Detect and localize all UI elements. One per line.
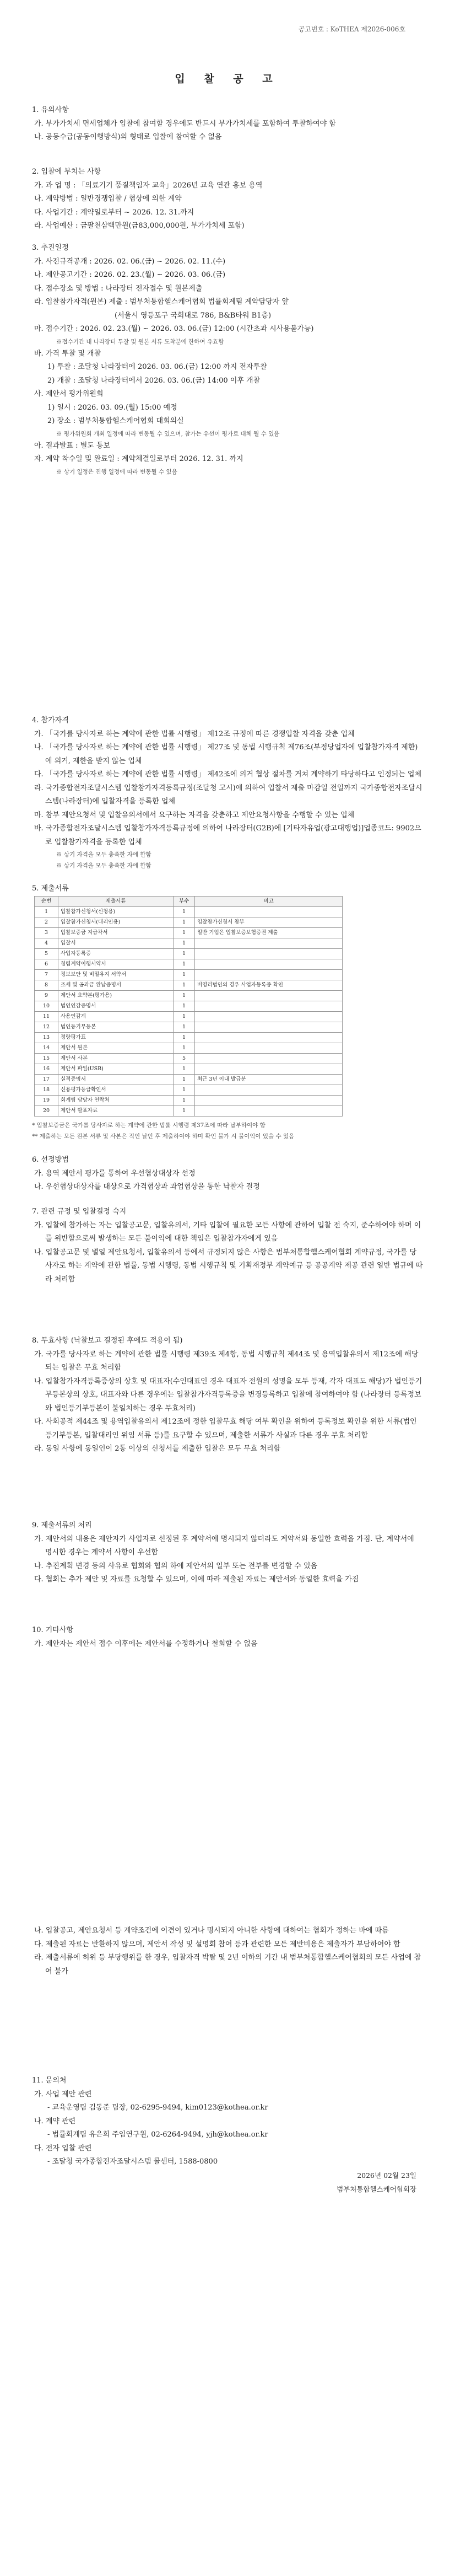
table-cell [195, 1105, 343, 1116]
section-heading: 5. 제출서류 [32, 884, 69, 893]
table-row [35, 1074, 343, 1085]
table-cell: 1 [174, 1043, 195, 1053]
table-cell: 1 [174, 1095, 195, 1105]
section-qualification [32, 714, 423, 871]
table-cell: 5 [35, 948, 58, 959]
notice-number: 공고번호 : KoTHEA 제2026-006호 [298, 25, 405, 33]
list-item: 가. 국가를 당사자로 하는 계약에 관한 법률 시행령 제39조 제4항, 동법 시행규칙 제44조 및 용역입찰유의서 제12조에 해당되는 입찰은 무효 처리함 [34, 1350, 419, 1372]
table-cell [195, 906, 343, 917]
documents-table-body [35, 906, 343, 1116]
table-row [35, 1105, 343, 1116]
contact-line: - 조달청 국가종합전자조달시스템 콜센터, 1588-0800 [47, 2158, 218, 2166]
table-header-row [35, 896, 343, 906]
table-cell: 청렴계약이행서약서 [58, 959, 174, 969]
list-item: 다. 협회는 추가 제안 및 자료를 요청할 수 있으며, 이에 따라 제출된 자료는 제안서와 동일한 효력을 가짐 [34, 1575, 359, 1584]
list-item: 나. 공동수급(공동이행방식)의 형태로 입찰에 참여할 수 없음 [34, 133, 222, 141]
column-header: 순번 [35, 896, 58, 906]
documents-table [34, 896, 343, 1117]
list-item: 다. 사업기간 : 계약일로부터 ~ 2026. 12. 31.까지 [34, 208, 194, 217]
table-row [35, 1085, 343, 1095]
table-cell: 15 [35, 1053, 58, 1064]
table-cell: 최근 3년 이내 발급분 [195, 1074, 343, 1085]
contact-line: - 법률회계팀 유은희 주임연구원, 02-6264-9494, yjh@kothea.or.kr [47, 2130, 268, 2139]
list-item: 1) 일시 : 2026. 03. 09.(월) 15:00 예정 [47, 403, 177, 412]
table-cell: 1 [174, 1001, 195, 1011]
section-heading: 1. 유의사항 [32, 106, 69, 114]
list-item: 가. 사전규격공개 : 2026. 02. 06.(금) ~ 2026. 02. 11.(수) [34, 257, 226, 266]
table-cell: 1 [35, 906, 58, 917]
list-item: 다. 접수장소 및 방법 : 나라장터 전자접수 및 원본제출 [34, 284, 203, 293]
table-cell: 실적증명서 [58, 1074, 174, 1085]
table-cell: 사업자등록증 [58, 948, 174, 959]
table-cell: 1 [174, 938, 195, 948]
table-cell: 12 [35, 1022, 58, 1032]
table-cell [195, 969, 343, 980]
table-row [35, 1001, 343, 1011]
list-item: 다. 사회공적 제44조 및 용역입찰유의서 제12조에 정한 입찰무효 해당 여부 확인을 위하여 등록정보 확인을 위한 서류(법인등기부등본, 입찰대리인 위임 서류 등)를 요구할 수 있으며, 제출한 서류가 사실과 다른 경우 무효 처리함 [34, 1418, 417, 1440]
table-row [35, 1043, 343, 1053]
list-item: 가. 「국가를 당사자로 하는 계약에 관한 법률 시행령」 제12조 규정에 따른 경쟁입찰 자격을 갖춘 업체 [34, 729, 355, 738]
page-title: 입 찰 공 고 [175, 73, 280, 85]
table-cell: 비영리법인의 경우 사업자등록증 확인 [195, 980, 343, 990]
list-item: 나. 「국가를 당사자로 하는 계약에 관한 법률 시행령」 제27조 및 동법 시행규칙 제76조(부정당업자에 입찰참가자격 제한)에 의거, 제한을 받지 않는 업체 [34, 743, 418, 765]
section-caution [32, 104, 423, 144]
table-cell: 1 [174, 1064, 195, 1074]
list-item: 가. 사업 제안 관련 [34, 2090, 92, 2099]
table-row [35, 1011, 343, 1022]
table-cell: 입찰서 [58, 938, 174, 948]
table-row [35, 990, 343, 1001]
table-row [35, 1022, 343, 1032]
table-cell: 1 [174, 917, 195, 927]
column-header: 부수 [174, 896, 195, 906]
table-cell [195, 1011, 343, 1022]
column-header: 제출서류 [58, 896, 174, 906]
section-heading: 8. 무효사항 (낙찰보고 결정된 후에도 적용이 됨) [32, 1337, 183, 1345]
table-cell: 1 [174, 927, 195, 938]
contact-line: - 교육운영팀 김동준 팀장, 02-6295-9494, kim0123@kothea.or.kr [47, 2103, 268, 2112]
table-cell: 1 [174, 1074, 195, 1085]
table-cell [195, 1053, 343, 1064]
table-row [35, 959, 343, 969]
list-item: 바. 국가종합전자조달시스템 입찰참가자격등록규정에 의하여 나라장터(G2B)에 [기타자유업(광고대행업)]업종코드: 9902으로 입찰참가자격을 등록한 업체 [34, 824, 421, 846]
table-cell: 9 [35, 990, 58, 1001]
section-misc [32, 1624, 423, 1651]
table-row [35, 1032, 343, 1043]
column-header: 비고 [195, 896, 343, 906]
table-row [35, 917, 343, 927]
table-row [35, 969, 343, 980]
section-schedule [32, 242, 423, 477]
list-item: 나. 입찰공고, 제안요청서 등 계약조건에 이견이 있거나 명시되지 아니한 사항에 대하여는 협회가 정하는 바에 따름 [34, 1926, 389, 1935]
table-row [35, 1064, 343, 1074]
table-cell: 20 [35, 1105, 58, 1116]
table-cell: 조세 및 공과금 완납증명서 [58, 980, 174, 990]
table-cell: 4 [35, 938, 58, 948]
table-row [35, 906, 343, 917]
section-heading: 7. 관련 규정 및 입찰결정 숙지 [32, 1208, 127, 1216]
table-cell: 16 [35, 1064, 58, 1074]
section-heading: 10. 기타사항 [32, 1626, 74, 1634]
list-item: 나. 입찰공고문 및 별일 제안요청서, 입찰유의서 등에서 규정되지 않은 사항은 범부처통합헬스케어협회 계약규정, 국가를 당사자로 하는 계약에 관한 법률, 동법 시행령, 동법 시행규칙 및 기획재정부 계약예규 등 공공계약 제공 관련 일반 법규에 따라 처리함 [34, 1248, 423, 1284]
list-item: 라. 입찰참가자격(원본) 제출 : 범부처통합헬스케어협회 법률회계팀 계약담당자 앞 [34, 298, 289, 306]
note: ※ 상기 자격을 모두 충족한 자에 한함 [56, 851, 151, 858]
table-cell [195, 1022, 343, 1032]
table-cell: 입찰참가신청서(대리인용) [58, 917, 174, 927]
table-cell: 법인등기부등본 [58, 1022, 174, 1032]
section-heading: 11. 문의처 [32, 2076, 67, 2085]
list-item: 가. 제안자는 제안서 접수 이후에는 제안서를 수정하거나 철회할 수 없음 [34, 1639, 258, 1648]
table-cell: 정량평가표 [58, 1032, 174, 1043]
table-row [35, 980, 343, 990]
table-row [35, 948, 343, 959]
list-item: 아. 결과발표 : 별도 통보 [34, 441, 111, 450]
table-cell: 5 [174, 1053, 195, 1064]
note: ※ 평가위원회 개최 일정에 따라 변동될 수 있으며, 참가는 유선이 평가로 대체 될 수 있음 [56, 430, 280, 437]
table-cell: 1 [174, 980, 195, 990]
list-item: 다. 전자 입찰 관련 [34, 2144, 92, 2153]
table-cell [195, 1085, 343, 1095]
table-row [35, 1053, 343, 1064]
table-cell: 신용평가등급확인서 [58, 1085, 174, 1095]
table-cell: 1 [174, 959, 195, 969]
note: ※ 상기 일정은 진행 일정에 따라 변동될 수 있음 [56, 468, 177, 475]
section-doc-handling [32, 1519, 423, 1587]
table-cell: 10 [35, 1001, 58, 1011]
section-contact [32, 2074, 423, 2169]
issuer-name: 범부처통합헬스케어협회장 [337, 2185, 416, 2193]
list-item: 다. 「국가를 당사자로 하는 계약에 관한 법률 시행령」 제42조에 의거 협상 절차를 거쳐 계약하기 타당하다고 인정되는 업체 [34, 770, 422, 779]
section-bid-subject [32, 165, 423, 233]
table-cell: 1 [174, 906, 195, 917]
table-cell: 정보보안 및 비밀유지 서약서 [58, 969, 174, 980]
list-item: 바. 가격 투찰 및 개찰 [34, 349, 101, 358]
section-documents [32, 882, 423, 1142]
list-item: 사. 제안서 평가위원회 [34, 390, 104, 398]
section-heading: 6. 선정방법 [32, 1156, 69, 1164]
table-cell: 1 [174, 1022, 195, 1032]
list-item: 라. 국가종합전자조달시스템 입찰참가자격등록규정(조달청 고시)에 의하여 입찰서 제출 마감일 전일까지 국가종합전자조달시스템(나라장터)에 입찰자격을 등록한 업체 [34, 783, 422, 806]
note: ※ 상기 자격을 모두 충족한 자에 한함 [56, 862, 151, 869]
table-cell: 제안서 파일(USB) [58, 1064, 174, 1074]
table-cell: 제안서 원본 [58, 1043, 174, 1053]
list-item: 자. 계약 착수일 및 완료일 : 계약체결일로부터 2026. 12. 31. 까지 [34, 455, 243, 463]
table-cell: 1 [174, 1011, 195, 1022]
table-cell: 입찰보증금 지급각서 [58, 927, 174, 938]
list-item: 라. 사업예산 : 금팔천삼백만원(금83,000,000원, 부가가치세 포함) [34, 222, 245, 230]
table-cell [195, 1001, 343, 1011]
list-item: 라. 동일 사항에 동일인이 2통 이상의 신청서를 제출한 입찰은 모두 무효 처리함 [34, 1445, 281, 1453]
list-item: 나. 계약방법 : 일반경쟁입찰 / 협상에 의한 계약 [34, 195, 182, 203]
table-cell: 18 [35, 1085, 58, 1095]
table-cell: 11 [35, 1011, 58, 1022]
list-item: 2) 개찰 : 조달청 나라장터에서 2026. 03. 06.(금) 14:00 이후 개찰 [47, 376, 261, 385]
list-item: 나. 우선협상대상자를 대상으로 가격협상과 과업협상을 통한 낙찰자 결정 [34, 1183, 260, 1191]
table-cell: 제안서 사본 [58, 1053, 174, 1064]
section-invalidity [32, 1334, 423, 1456]
table-cell: 2 [35, 917, 58, 927]
table-cell: 제안서 발표자료 [58, 1105, 174, 1116]
table-cell: 1 [174, 1032, 195, 1043]
list-item: 가. 제안서의 내용은 제안자가 사업자로 선정된 후 계약서에 명시되지 않더라도 계약서와 동일한 효력을 가짐. 단, 계약서에 명시한 경우는 계약서 사항이 우선함 [34, 1534, 414, 1557]
table-cell: 3 [35, 927, 58, 938]
list-item: 가. 부가가치세 면세업체가 입찰에 참여할 경우에도 반드시 부가가치세를 포함하여 투찰하여야 함 [34, 119, 336, 128]
table-cell: 입찰참가신청서(신청용) [58, 906, 174, 917]
table-cell: 1 [174, 948, 195, 959]
table-cell [195, 938, 343, 948]
table-row [35, 938, 343, 948]
table-cell: 17 [35, 1074, 58, 1085]
table-cell: 일반 기업은 입찰보증보험증권 제출 [195, 927, 343, 938]
list-item: 가. 입찰에 참가하는 자는 입찰공고문, 입찰유의서, 기타 입찰에 필요한 모든 사항에 관하여 입찰 전 숙지, 준수하여야 하며 이를 위반할으로써 발생하는 모든 불이익에 대한 책임은 입찰참가자에게 있음 [34, 1221, 421, 1243]
table-cell: 1 [174, 1105, 195, 1116]
section-misc-continued [32, 1924, 423, 1978]
table-cell: 14 [35, 1043, 58, 1053]
table-cell: 6 [35, 959, 58, 969]
list-item: 마. 접수기간 : 2026. 02. 23.(월) ~ 2026. 03. 06.(금) 12:00 (시간초과 시사용불가능) [34, 325, 314, 333]
table-cell: 19 [35, 1095, 58, 1105]
list-item: 1) 투찰 : 조달청 나라장터에 2026. 03. 06.(금) 12:00 까지 전자투찰 [47, 363, 267, 371]
table-cell: 1 [174, 990, 195, 1001]
list-item: 라. 제출서류에 허위 등 부당행위를 한 경우, 입찰자격 박탈 및 2년 이하의 기간 내 범부처통합헬스케어협회의 모든 사업에 참여 불가 [34, 1954, 421, 1976]
table-cell [195, 948, 343, 959]
list-item: 2) 장소 : 범부처통합헬스케어협회 대회의실 [47, 417, 184, 425]
list-item: 나. 제안공고기간 : 2026. 02. 23.(월) ~ 2026. 03. 06.(금) [34, 271, 226, 279]
list-item: 나. 계약 관련 [34, 2117, 76, 2126]
table-cell: 회계팀 담당자 연락처 [58, 1095, 174, 1105]
table-row [35, 927, 343, 938]
section-heading: 3. 추진일정 [32, 244, 69, 252]
table-row [35, 1095, 343, 1105]
table-cell [195, 1095, 343, 1105]
list-item: (서울시 영등포구 국회대로 786, B&B타워 B1층) [115, 311, 272, 320]
table-cell: 8 [35, 980, 58, 990]
section-selection [32, 1153, 423, 1194]
list-item: 가. 과 업 명 : 「의료기기 품질책임자 교육」2026년 교육 연관 홍보 용역 [34, 181, 263, 190]
note: ** 제출하는 모든 원본 서류 및 사본은 직인 날인 후 제출하여야 하며 확인 불가 시 불이익이 있을 수 있음 [32, 1133, 295, 1140]
table-cell: 1 [174, 969, 195, 980]
table-cell: 1 [174, 1085, 195, 1095]
section-heading: 4. 참가자격 [32, 716, 69, 724]
section-heading: 9. 제출서류의 처리 [32, 1521, 92, 1530]
table-cell: 7 [35, 969, 58, 980]
section-regulations [32, 1205, 423, 1286]
table-cell: 법인인감증명서 [58, 1001, 174, 1011]
list-item: 가. 용역 제안서 평가를 통하여 우선협상대상자 선정 [34, 1169, 196, 1178]
table-cell: 입찰참가신청서 참부 [195, 917, 343, 927]
table-cell [195, 990, 343, 1001]
table-cell [195, 1064, 343, 1074]
notice-date: 2026년 02월 23일 [357, 2171, 416, 2180]
section-heading: 2. 입찰에 부치는 사항 [32, 168, 101, 176]
note: ※접수기간 내 나라장터 투찰 및 원본 서류 도착분에 한하여 유효함 [56, 338, 224, 345]
table-cell [195, 959, 343, 969]
table-cell: 13 [35, 1032, 58, 1043]
table-cell: 제안서 요약본(평가용) [58, 990, 174, 1001]
list-item: 마. 참부 제안요청서 및 입찰유의서에서 요구하는 자격을 갖춘하고 제안요청사항을 수행할 수 있는 업체 [34, 811, 355, 819]
list-item: 나. 추진계획 변경 등의 사유로 협회와 협의 하에 제안서의 일부 또는 전부를 변경할 수 있음 [34, 1561, 318, 1570]
table-cell: 사용인감계 [58, 1011, 174, 1022]
list-item: 나. 입찰참가자격등록증상의 상호 및 대표자(수인대표인 경우 대표자 전원의 성명을 모두 등재, 각자 대표도 해당)가 법인등기부등본상의 상호, 대표자와 다른 경우에는 입찰참가자격등록증을 변경등록하고 입찰에 참여하여야 함 (나라장터 등록정보와 법인등기부등본이 불일치하는 경우 무효처리) [34, 1377, 422, 1413]
table-cell [195, 1032, 343, 1043]
list-item: 다. 제출된 자료는 반환하지 않으며, 제안서 작성 및 설명회 참여 등과 관련한 모든 제반비용은 제출자가 부담하여야 함 [34, 1940, 400, 1949]
note: * 입찰보증금은 국가를 당사자로 하는 계약에 관한 법률 시행령 제37조에 따라 납부하여야 함 [32, 1121, 266, 1129]
table-cell [195, 1043, 343, 1053]
